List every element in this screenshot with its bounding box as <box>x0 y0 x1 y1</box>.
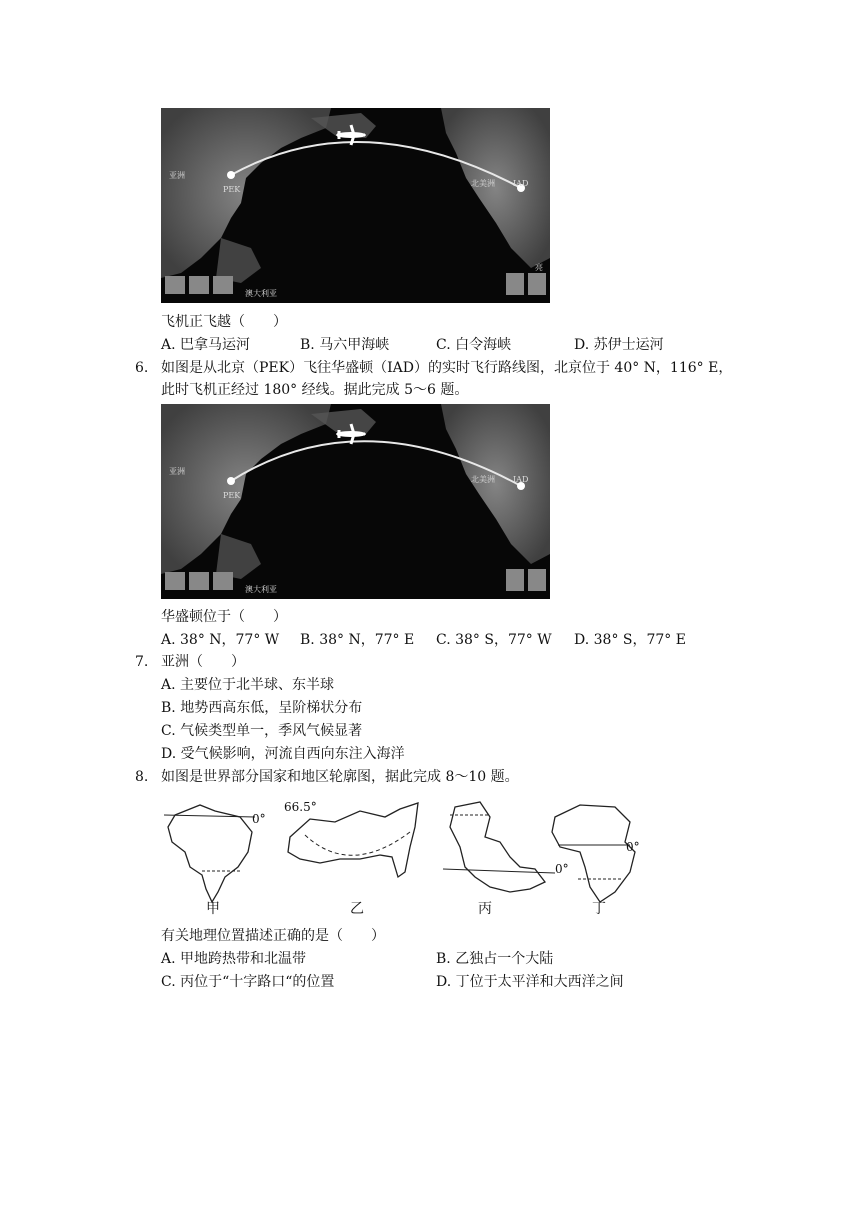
outline-jia <box>168 805 252 902</box>
q6-option-b: B. 38° N，77° E <box>300 632 415 648</box>
q6-option-c: C. 38° S，77° W <box>436 632 552 648</box>
q5-stem: 飞机正飞越（ ） <box>161 314 287 330</box>
q5-option-d: D. 苏伊士运河 <box>574 337 664 353</box>
label-ding: 丁 <box>592 901 606 917</box>
map-label-na: 北美洲 <box>471 179 495 188</box>
q5-option-b: B. 马六甲海峡 <box>300 337 390 353</box>
q6-intro-line2: 此时飞机正经过 180° 经线。据此完成 5～6 题。 <box>161 382 469 398</box>
q8-option-d: D. 丁位于太平洋和大西洋之间 <box>436 974 624 990</box>
outline-bing <box>450 802 545 892</box>
q5-option-c: C. 白令海峡 <box>436 337 512 353</box>
map2-label-na: 北美洲 <box>471 475 495 484</box>
label-yi: 乙 <box>350 901 364 917</box>
label-0-jia: 0° <box>252 812 266 826</box>
q7-number: 7. <box>135 654 149 670</box>
map2-label-pek: PEK <box>223 491 241 500</box>
q8-intro: 如图是世界部分国家和地区轮廓图，据此完成 8～10 题。 <box>161 769 519 785</box>
q7-option-c: C. 气候类型单一，季风气候显著 <box>161 723 363 739</box>
outline-ding <box>552 805 635 902</box>
q7-stem: 亚洲（ ） <box>161 654 245 670</box>
q8-number: 8. <box>135 769 149 785</box>
q8-stem: 有关地理位置描述正确的是（ ） <box>161 928 385 944</box>
map-label-corner: 亮 <box>535 263 543 272</box>
label-66-5: 66.5° <box>284 800 317 814</box>
q6-option-d: D. 38° S，77° E <box>574 632 686 648</box>
map-label-iad: IAD <box>513 179 529 188</box>
q7-option-b: B. 地势西高东低，呈阶梯状分布 <box>161 700 363 716</box>
map2-label-iad: IAD <box>513 475 529 484</box>
q8-option-b: B. 乙独占一个大陆 <box>436 951 554 967</box>
q8-option-c: C. 丙位于“十字路口“的位置 <box>161 974 335 990</box>
map2-label-oceania: 澳大利亚 <box>245 585 277 594</box>
map2-label-asia: 亚洲 <box>169 467 185 476</box>
q6-stem: 华盛顿位于（ ） <box>161 609 287 625</box>
map-label-pek: PEK <box>223 185 241 194</box>
q6-intro-line1: 如图是从北京（PEK）飞往华盛顿（IAD）的实时飞行路线图，北京位于 40° N，116° E， <box>161 360 733 376</box>
label-0-ding: 0° <box>626 840 640 854</box>
map-label-asia: 亚洲 <box>169 171 185 180</box>
label-bing: 丙 <box>478 901 492 917</box>
q7-option-a: A. 主要位于北半球、东半球 <box>161 677 335 693</box>
flight-route-map-1 <box>161 108 550 303</box>
q8-option-a: A. 甲地跨热带和北温带 <box>161 951 307 967</box>
q6-option-a: A. 38° N，77° W <box>161 632 280 648</box>
map-label-oceania: 澳大利亚 <box>245 289 277 298</box>
q5-option-a: A. 巴拿马运河 <box>161 337 251 353</box>
flight-route-map-2 <box>161 404 550 599</box>
q7-option-d: D. 受气候影响，河流自西向东注入海洋 <box>161 746 405 762</box>
label-0-bing: 0° <box>555 862 569 876</box>
label-jia: 甲 <box>206 901 220 917</box>
q6-number: 6. <box>135 360 149 376</box>
country-outline-figure <box>160 797 650 917</box>
